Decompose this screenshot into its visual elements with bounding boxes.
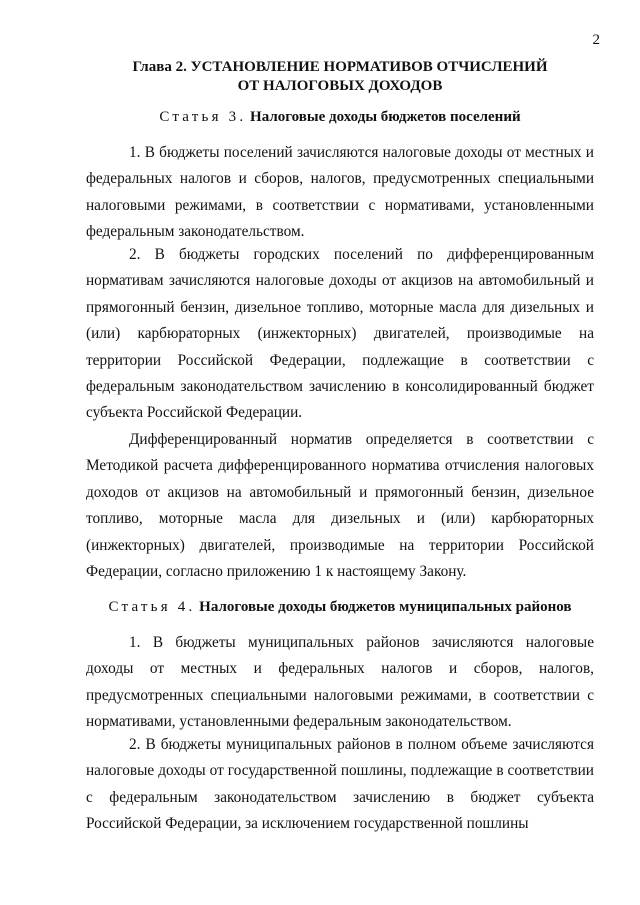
article-3-paragraph-3: Дифференцированный норматив определяется в соответствии с Методикой расчета дифференцированного норматива отчисления налоговых доходов от акцизов на автомобильный и прямогонный бензин, дизельное топливо, моторные масла для дизельных и (или) карбюраторных (инжекторных) двигателей, производимые на территории Российской Федерации, согласно приложению 1 к настоящему Закону. [86,431,594,581]
article-4-label: Статья 4. [108,599,196,615]
article-3-paragraph-1: 1. В бюджеты поселений зачисляются налоговые доходы от местных и федеральных налогов и сборов, налогов, предусмотренных специальными налоговыми режимами, в соответствии с нормативами, установленными федеральным законодательством. [86,144,594,241]
article-3-title: Налоговые доходы бюджетов поселений [250,109,521,125]
article-4-paragraph-1: 1. В бюджеты муниципальных районов зачисляются налоговые доходы от местных и федеральных налогов и сборов, налогов, предусмотренных специальными налоговыми режимами, в соответствии с нормативами, установленными федеральным законодательством. [86,634,594,731]
article-4-paragraph-2: 2. В бюджеты муниципальных районов в полном объеме зачисляются налоговые доходы от государственной пошлины, подлежащие в соответствии с федеральным законодательством зачислению в бюджет субъекта Российской Федерации, за исключением государственной пошлины [86,736,594,833]
page-number: 2 [592,32,600,48]
chapter-title-line-1: Глава 2. УСТАНОВЛЕНИЕ НОРМАТИВОВ ОТЧИСЛЕНИЙ [132,59,548,75]
chapter-title [70,58,610,96]
article-4-title: Налоговые доходы бюджетов муниципальных районов [199,599,572,615]
article-3-heading [70,107,610,127]
article-3-label: Статья 3. [159,109,247,125]
chapter-title-line-2: ОТ НАЛОГОВЫХ ДОХОДОВ [237,78,443,94]
article-3-paragraph-2: 2. В бюджеты городских поселений по дифференцированным нормативам зачисляются налоговые доходы от акцизов на автомобильный и прямогонный бензин, дизельное топливо, моторные масла для дизельных и (или) карбюраторных (инжекторных) двигателей, производимые на территории Российской Федерации, подлежащие в соответствии с федеральным законодательством зачислению в консолидированный бюджет субъекта Российской Федерации. [86,246,594,422]
article-4-heading [70,597,610,617]
